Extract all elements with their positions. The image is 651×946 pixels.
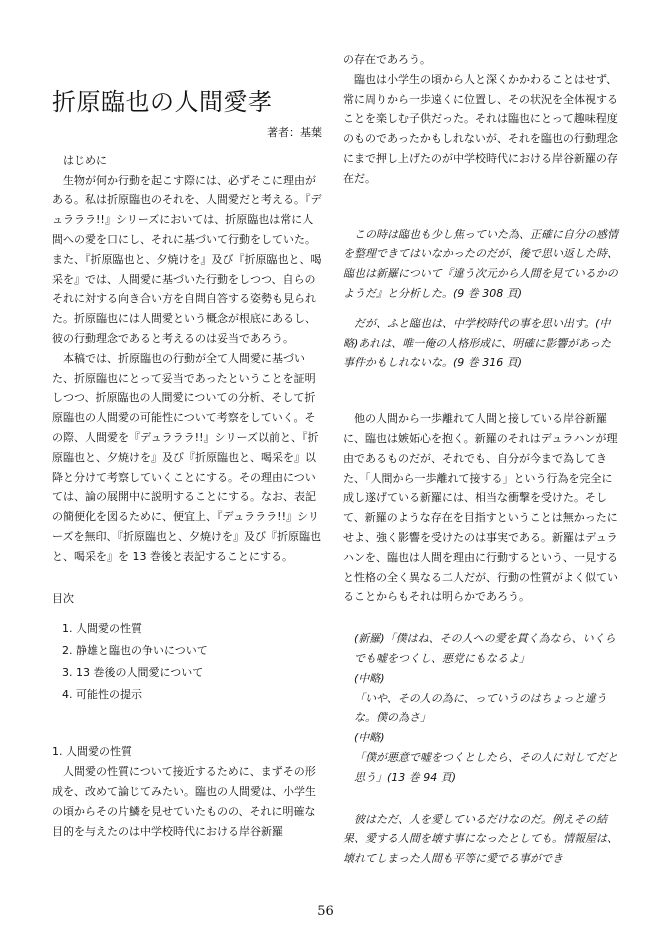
toc-item: 4. 可能性の提示	[62, 688, 142, 702]
dialogue-line: (中略)	[354, 671, 385, 685]
dialogue-line: 「僕が悪意で嘘をつくとしたら、その人に対してだと思う」(13 巻 94 頁)	[354, 750, 618, 784]
intro-paragraph-1: 生物が何か行動を起こす際には、必ずそこに理由がある。私は折原臨也のそれを、人間愛だと考える。『デュラララ!!』シリーズにおいては、折原臨也は常に人間への愛を口にし、それに基づいて行動をしていた。また、『折原臨也と、夕焼けを』及び『折原臨也と、喝采を』では、人間愛に基づいた行動をしつつ、自らのそれに対する向き合い方を自問自答する姿勢も見られた。折原臨也には人間愛という概念が根底にあるし、彼の行動理念であると考えるのは妥当であろう。	[52, 173, 322, 345]
toc-item: 2. 静雄と臨也の争いについて	[62, 644, 208, 658]
section1-paragraph: 人間愛の性質について接近するために、まずその形成を、改めて論じてみたい。臨也の人間愛は、小学生の頃からその片鱗を見せていたものの、それに明確な目的を与えたのは中学校時代における岸谷新羅	[52, 765, 316, 838]
toc-heading: 目次	[52, 591, 74, 605]
toc-item: 1. 人間愛の性質	[62, 622, 142, 636]
left-column	[52, 82, 322, 841]
page-number: 56	[317, 904, 334, 919]
article-title: 折原臨也の人間愛孝	[52, 88, 273, 116]
quote-block-1: この時は臨也も少し焦っていた為、正確に自分の感情を整理できてはいなかったのだが、後で思い返した時、臨也は新羅について『違う次元から人間を見ているかのようだ』と分析した。(9 巻 308 頁)	[343, 227, 618, 300]
right-paragraph-2: 他の人間から一歩離れて人間と接している岸谷新羅に、臨也は嫉妬心を抱く。新羅のそれはデュラハンが理由であるものだが、それでも、自分が今まで為してきた、「人間から一歩離れて接する」という行為を完全に成し遂げている新羅には、相当な衝撃を受けた。そして、新羅のような存在を目指すということは無かったにせよ、強く影響を受けたのは事実である。新羅はデュラハンを、臨也は人間を理由に行動するという、一見すると性格の全く異なる二人だが、行動の性質がよく似ていることからもそれは明らかであろう。	[343, 412, 618, 604]
dialogue-line: 「いや、その人の為に、っていうのはちょっと違うな。僕の為さ」	[354, 691, 607, 725]
dialogue-line: (新羅)「僕はね、その人への愛を貫く為なら、いくらでも嘘をつくし、悪党にもなるよ」	[354, 632, 616, 665]
intro-paragraph-2: 本稿では、折原臨也の行動が全て人間愛に基づいた、折原臨也にとって妥当であったということを証明しつつ、折原臨也の人間愛についての分析、そして折原臨也の人間愛の可能性について考察をしていく。その際、人間愛を『デュラララ!!』シリーズ以前と、『折原臨也と、夕焼けを』及び『折原臨也と、喝采を』以降と分けて考察していくことにする。その理由については、論の展開中に説明することにする。なお、表記の簡便化を図るために、便宜上、『デュラララ!!』シリーズを無印、『折原臨也と、夕焼けを』及び『折原臨也と、喝采を』を 13 巻後と表記することにする。	[52, 351, 321, 563]
intro-heading: はじめに	[63, 153, 107, 167]
table-of-contents	[52, 618, 322, 706]
right-paragraph-1: 臨也は小学生の頃から人と深くかかわることはせず、常に周りから一歩遠くに位置し、その状況を全体視することを楽しむ子供だった。それは臨也にとって趣味程度のものであったかもしれないが、それを臨也の行動理念にまで押し上げたのが中学校時代における岸谷新羅の存在だ。	[343, 72, 618, 185]
toc-item: 3. 13 巻後の人間愛について	[62, 666, 204, 680]
author-line: 著者：基葉	[267, 126, 322, 139]
right-column	[343, 50, 618, 869]
dialogue-line: (中略)	[354, 731, 385, 745]
quote-block-2: だが、ふと臨也は、中学校時代の事を思い出す。(中略)あれは、唯一俺の人格形成に、明確に影響があった事件かもしれないな。(9 巻 316 頁)	[343, 316, 612, 370]
section1-heading: 1. 人間愛の性質	[52, 745, 132, 759]
quote-block-3: 彼はただ、人を愛しているだけなのだ。例えその結果、愛する人間を壊す事になったとしても。情報屋は、壊れてしまった人間も平等に愛でる事ができ	[343, 812, 618, 866]
continued-text: の存在であろう。	[343, 53, 431, 66]
